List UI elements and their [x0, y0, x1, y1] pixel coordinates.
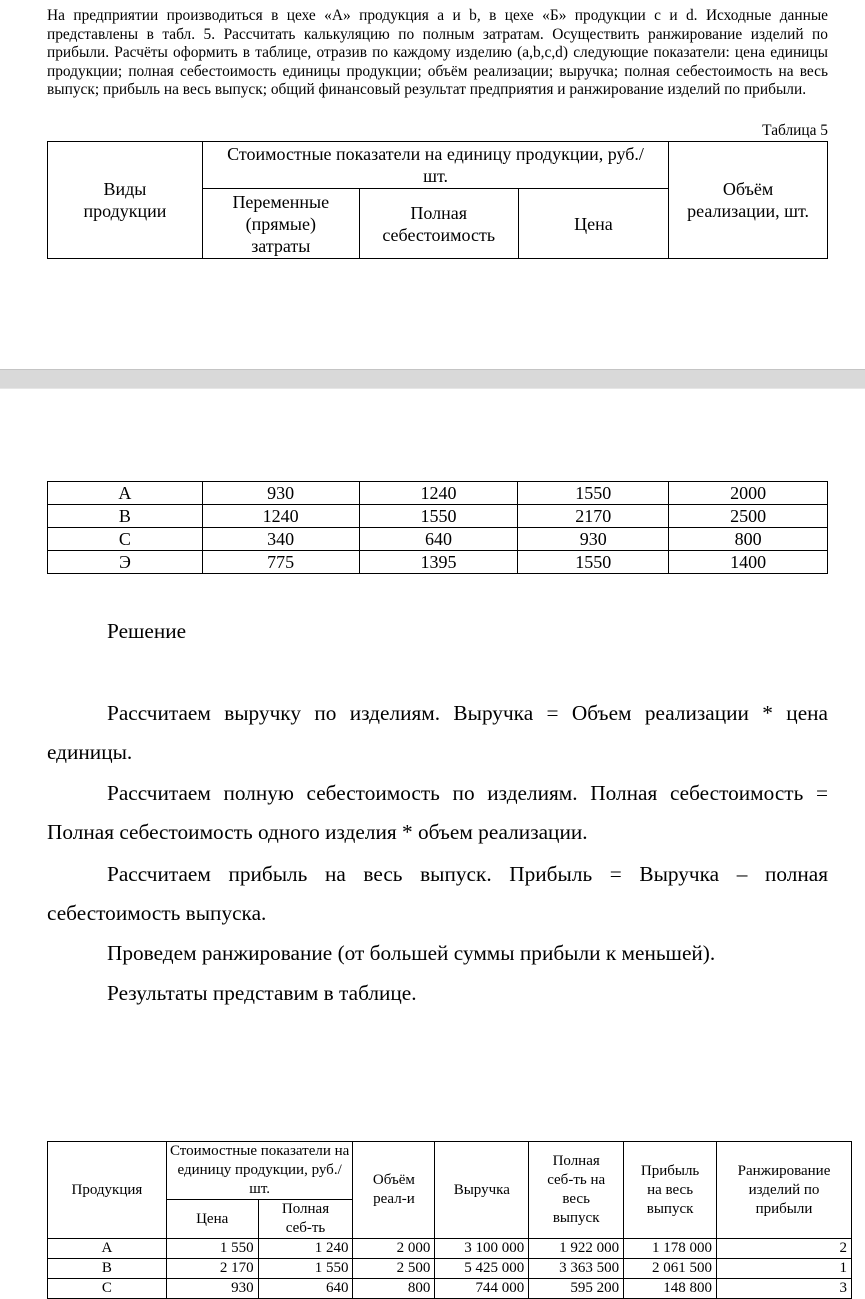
cell-full-cost: 1395 [359, 551, 518, 574]
result-header-full-cost: Полная себ-ть [258, 1200, 353, 1239]
cell-price: 1550 [518, 482, 669, 505]
solution-paragraph-revenue: Рассчитаем выручку по изделиям. Выручка = Объем реализации * цена единицы. [47, 701, 828, 764]
cell-full-cost: 1 550 [258, 1259, 353, 1279]
cell-variable: 775 [202, 551, 359, 574]
cell-rank: 2 [717, 1239, 852, 1259]
result-header-revenue: Выручка [435, 1142, 529, 1239]
cell-product: A [48, 482, 203, 505]
cell-full-cost: 640 [359, 528, 518, 551]
cell-profit: 2 061 500 [624, 1259, 717, 1279]
cell-full-cost: 1240 [359, 482, 518, 505]
cell-variable: 1240 [202, 505, 359, 528]
cell-volume: 2500 [669, 505, 828, 528]
result-header-price: Цена [166, 1200, 258, 1239]
cell-rank: 1 [717, 1259, 852, 1279]
table-row [48, 551, 828, 574]
cell-variable: 930 [202, 482, 359, 505]
result-header-group: Стоимостные показатели на единицу продукции, руб./шт. [166, 1142, 353, 1200]
solution-paragraph-results: Результаты представим в таблице. [107, 981, 417, 1005]
table5-header [47, 141, 828, 259]
task-text: На предприятии производиться в цехе «А» продукция a и b, в цехе «Б» продукции c и d. Исходные данные представлены в табл. 5. Рассчитать калькуляцию по полным затратам. Осуществить ранжирование изделий по прибыли. Расчёты оформить в таблице, отразив по каждому изделию (a,b,c,d) следующие показатели: цена единицы продукции; полная себестоимость единицы продукции; объём реализации; выручка; полная себестоимость на весь выпуск; прибыль на весь выпуск; общий финансовый результат предприятия и ранжирование изделий по прибыли. [47, 7, 828, 99]
cell-total-cost: 3 363 500 [529, 1259, 624, 1279]
solution-paragraph-cost: Рассчитаем полную себестоимость по изделиям. Полная себестоимость = Полная себестоимость одного изделия * объем реализации. [47, 781, 828, 844]
result-table [47, 1141, 852, 1299]
cell-revenue: 744 000 [435, 1279, 529, 1299]
table-caption: Таблица 5 [762, 122, 828, 139]
cell-revenue: 3 100 000 [435, 1239, 529, 1259]
table-row [48, 1279, 852, 1299]
cell-total-cost: 595 200 [529, 1279, 624, 1299]
header-volume: Объём реализации, шт. [669, 142, 828, 259]
header-full-cost: Полная себестоимость [359, 189, 518, 259]
table-row [48, 1259, 852, 1279]
result-header-product: Продукция [48, 1142, 167, 1239]
result-header-volume: Объём реал-и [353, 1142, 435, 1239]
table-row [48, 505, 828, 528]
header-product-types: Виды продукции [48, 142, 203, 259]
result-header-profit: Прибыль на весь выпуск [624, 1142, 717, 1239]
cell-volume: 2 500 [353, 1259, 435, 1279]
header-price: Цена [518, 189, 669, 259]
cell-full-cost: 640 [258, 1279, 353, 1299]
cell-product: A [48, 1239, 167, 1259]
cell-full-cost: 1 240 [258, 1239, 353, 1259]
cell-volume: 800 [669, 528, 828, 551]
cell-volume: 1400 [669, 551, 828, 574]
cell-full-cost: 1550 [359, 505, 518, 528]
solution-paragraph-profit: Рассчитаем прибыль на весь выпуск. Прибыль = Выручка – полная себестоимость выпуска. [47, 862, 828, 925]
table5-body [47, 481, 828, 574]
cell-price: 930 [166, 1279, 258, 1299]
result-header-total-cost: Полная себ-ть на весь выпуск [529, 1142, 624, 1239]
cell-total-cost: 1 922 000 [529, 1239, 624, 1259]
page-break [0, 369, 865, 389]
cell-price: 1550 [518, 551, 669, 574]
solution-paragraph-ranking: Проведем ранжирование (от большей суммы прибыли к меньшей). [107, 941, 716, 965]
table-row [48, 1239, 852, 1259]
cell-product: B [48, 505, 203, 528]
table-row [48, 482, 828, 505]
cell-price: 930 [518, 528, 669, 551]
cell-price: 2 170 [166, 1259, 258, 1279]
cell-volume: 2000 [669, 482, 828, 505]
cell-profit: 148 800 [624, 1279, 717, 1299]
cell-revenue: 5 425 000 [435, 1259, 529, 1279]
header-variable-costs: Переменные (прямые) затраты [202, 189, 359, 259]
cell-volume: 800 [353, 1279, 435, 1299]
cell-rank: 3 [717, 1279, 852, 1299]
cell-product: C [48, 1279, 167, 1299]
cell-product: B [48, 1259, 167, 1279]
cell-volume: 2 000 [353, 1239, 435, 1259]
cell-profit: 1 178 000 [624, 1239, 717, 1259]
table-row [48, 528, 828, 551]
result-header-rank: Ранжирование изделий по прибыли [717, 1142, 852, 1239]
cell-price: 1 550 [166, 1239, 258, 1259]
header-unit-values-group: Стоимостные показатели на единицу продукции, руб./шт. [202, 142, 668, 189]
cell-product: C [48, 528, 203, 551]
cell-price: 2170 [518, 505, 669, 528]
cell-variable: 340 [202, 528, 359, 551]
solution-heading: Решение [107, 619, 187, 643]
cell-product: Э [48, 551, 203, 574]
